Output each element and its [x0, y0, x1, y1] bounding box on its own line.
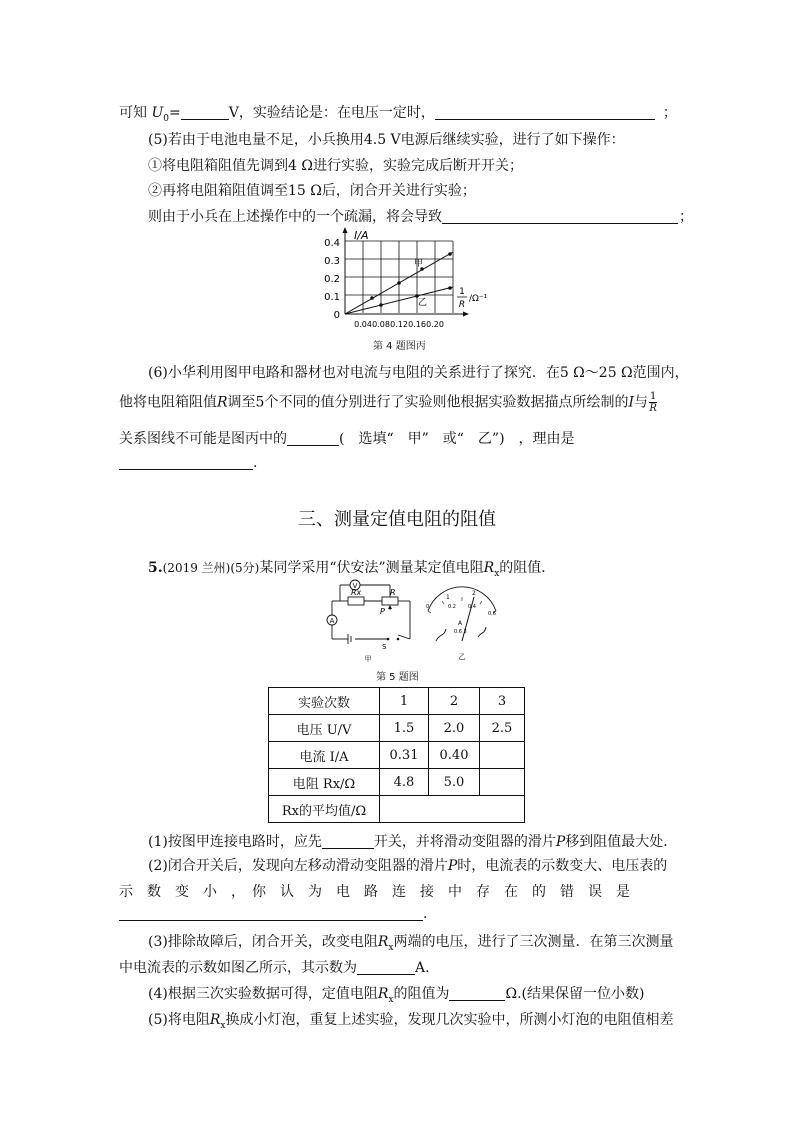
answer-blank-resistance[interactable]: [449, 986, 505, 1001]
dial-tick: 0: [426, 604, 430, 610]
yi-label: 乙: [458, 653, 466, 661]
ammeter-label: A: [329, 617, 335, 625]
answer-blank-graph[interactable]: [287, 431, 339, 446]
table-row: [269, 769, 525, 796]
x-tick: 0.12: [390, 320, 408, 329]
y-axis-arrow: [343, 227, 348, 233]
q5-part2: (2)闭合开关后，发现向左移动滑动变阻器的滑片P时，电流表的示数变大、电压表的: [148, 858, 668, 874]
y-tick: 0.4: [324, 238, 340, 249]
table-cell: 5.0: [429, 769, 480, 796]
q4-step2: ②再将电阻箱阻值调至15 Ω后，闭合开关进行实验；: [148, 183, 476, 199]
graph-grid: [345, 241, 453, 313]
dial-tick: 0.6: [488, 611, 496, 617]
q5-part2-line2: 示 数 变 小 ， 你 认 为 电 路 连 接 中 存 在 的 错 误 是: [119, 884, 630, 900]
table-cell: 2.0: [429, 715, 480, 742]
x-label-unit: /Ω⁻¹: [469, 294, 488, 304]
point: [397, 281, 401, 285]
table-row-label: 电流 I/A: [269, 742, 380, 769]
caption-figure-5: 第 5 题图: [376, 672, 419, 683]
table-row-label: Rx的平均值/Ω: [269, 796, 380, 823]
table-row-label: 电阻 Rx/Ω: [269, 769, 380, 796]
dial-tick: 0.4: [468, 604, 476, 610]
r-label: R: [390, 588, 396, 597]
table-cell-average: [380, 796, 525, 823]
table-row: [269, 796, 525, 823]
table-header-cell: 2: [429, 688, 480, 715]
x-label-den: R: [458, 300, 466, 310]
q4-part5: (5)若由于电池电量不足，小兵换用4.5 V电源后继续实验，进行了如下操作：: [148, 132, 625, 148]
point: [379, 303, 383, 307]
q4-result: 则由于小兵在上述操作中的一个疏漏，将会导致 ；: [148, 209, 693, 225]
dial-unit: A: [458, 620, 463, 627]
answer-blank-reason[interactable]: [119, 455, 253, 470]
q5-part4: (4)根据三次实验数据可得，定值电阻$R_x$的阻值为 Ω.(结果保留一位小数): [148, 986, 645, 1005]
answer-blank-conclusion[interactable]: [435, 105, 655, 120]
q4-line-u0: 可知 $U_0= V$，实验结论是：在电压一定时， ；: [119, 105, 677, 124]
table-header-row: [269, 688, 525, 715]
dial-terminals: 0.6 3: [454, 629, 467, 635]
p-label: P: [380, 607, 385, 616]
x-label-num: 1: [459, 287, 465, 297]
table-header-cell: 1: [380, 688, 429, 715]
point: [370, 296, 374, 300]
y-tick: 0: [333, 310, 340, 321]
line-label-yi: 乙: [418, 298, 428, 308]
voltmeter-label: V: [352, 582, 358, 590]
x-axis-arrow: [463, 312, 469, 317]
x-tick: 0.16: [408, 320, 426, 329]
q5-part3-line2: 中电流表的示数如图乙所示，其示数为 A.: [119, 960, 430, 976]
q4-part6-line1: (6)小华利用图甲电路和器材也对电流与电阻的关系进行了探究．在5 Ω～25 Ω范围内，: [148, 365, 689, 381]
table-header-cell: 3: [480, 688, 525, 715]
x-tick: 0.20: [426, 320, 444, 329]
graph-bing: [318, 226, 498, 332]
line-label-jia: 甲: [414, 259, 424, 269]
jia-label: 甲: [364, 655, 372, 663]
table-cell: [480, 742, 525, 769]
y-axis-label: I/A: [354, 229, 369, 242]
answer-blank-u0[interactable]: [181, 105, 229, 120]
table-cell: 1.5: [380, 715, 429, 742]
dial-tick: 0.2: [448, 604, 456, 610]
q5-part3: (3)排除故障后，闭合开关，改变电阻$R_x$两端的电压，进行了三次测量．在第三次测量: [148, 934, 674, 953]
x-tick: 0.04: [354, 320, 372, 329]
table-row: [269, 715, 525, 742]
y-tick: 0.2: [324, 274, 340, 285]
table-cell: 0.40: [429, 742, 480, 769]
rx-label: Rx: [351, 588, 362, 597]
q4-part6-line4: .: [119, 455, 257, 471]
dial-top: 1: [446, 594, 450, 601]
table-row-label: 电压 U/V: [269, 715, 380, 742]
q5-part2-line3: .: [119, 906, 427, 922]
q5-part1: (1)按图甲连接电路时，应先 开关，并将滑动变阻器的滑片P移到阻值最大处．: [148, 834, 678, 850]
table-cell: [480, 769, 525, 796]
answer-blank-result[interactable]: [442, 209, 678, 224]
answer-blank-current[interactable]: [357, 960, 415, 975]
q4-part6-line3: 关系图线不可能是图丙中的 ( 选填“ 甲” 或“ 乙”) ，理由是: [119, 431, 575, 447]
point: [448, 252, 452, 256]
q4-part6-line2: 他将电阻箱阻值R调至5个不同的值分别进行了实验则他根据实验数据描点所绘制的I与 $\frac{1}{R}$: [119, 391, 657, 414]
y-tick: 0.1: [324, 292, 340, 303]
figure-circuit-jia: [320, 577, 420, 663]
figure-ammeter-yi: [420, 585, 502, 663]
point: [448, 286, 452, 290]
table-row: [269, 742, 525, 769]
q4-step1: ①将电阻箱阻值先调到4 Ω进行实验，实验完成后断开开关；: [148, 158, 523, 174]
q5-part5: (5)将电阻$R_x$换成小灯泡，重复上述实验，发现几次实验中，所测小灯泡的电阻值相差: [148, 1012, 674, 1031]
section-title: 三、测量定值电阻的阻值: [298, 509, 496, 530]
table-cell: 4.8: [380, 769, 429, 796]
table-cell: 2.5: [480, 715, 525, 742]
answer-blank-error[interactable]: [119, 906, 423, 921]
data-table: [268, 687, 525, 823]
answer-blank-switch[interactable]: [322, 834, 374, 849]
q5-stem: 5.(2019 兰州)(5分)某同学采用“伏安法”测量某定值电阻$R_x$的阻值．: [148, 560, 556, 579]
table-cell: 0.31: [380, 742, 429, 769]
s-label: S: [382, 643, 387, 651]
dial-top: 2: [472, 590, 476, 597]
x-tick: 0.08: [372, 320, 390, 329]
y-tick: 0.3: [324, 256, 340, 267]
table-header-cell: 实验次数: [269, 688, 380, 715]
caption-graph-bing: 第 4 题图丙: [373, 341, 426, 352]
